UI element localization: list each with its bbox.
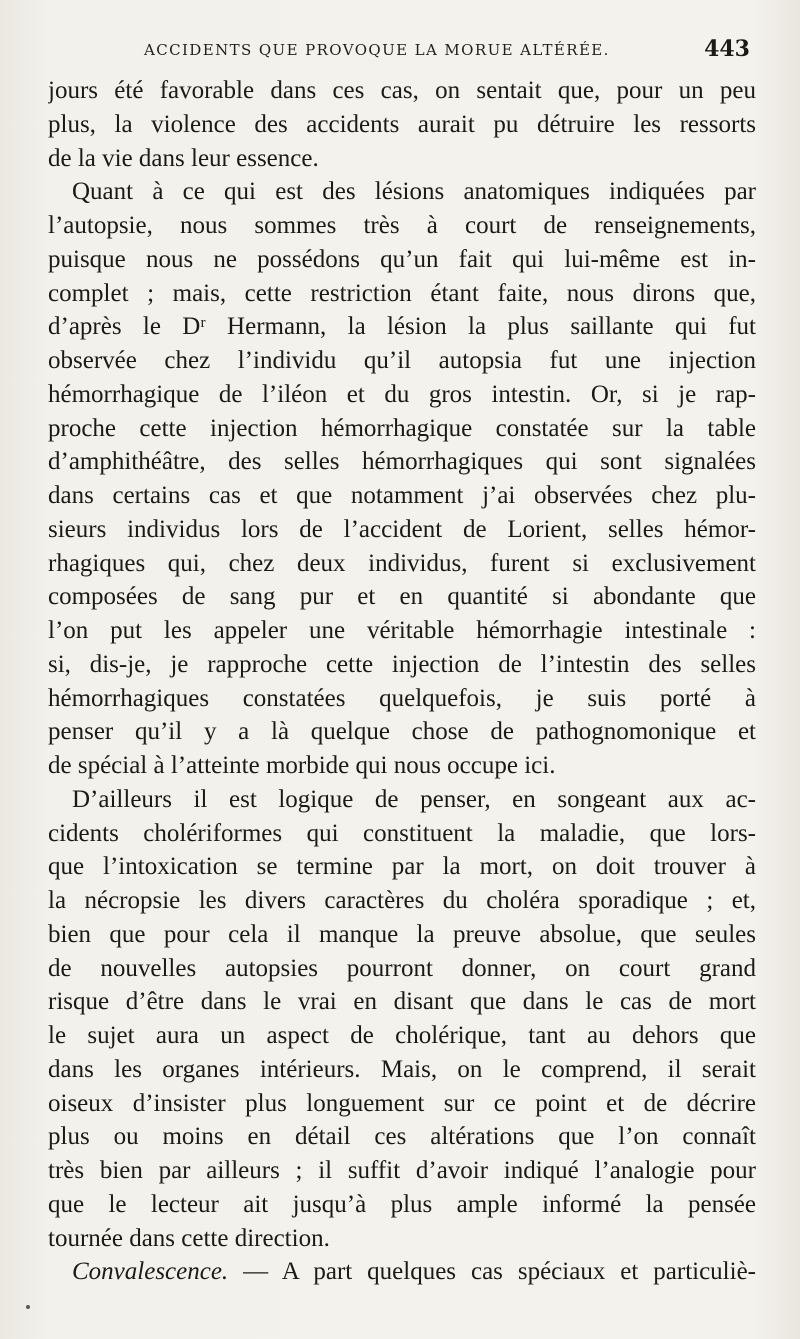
convalescence-text: — A part quelques cas spéciaux et particuliè- [243,1258,756,1286]
text-line: le sujet aura un aspect de cholérique, tant au dehors que [48,1022,756,1049]
body-text [48,74,756,1289]
text-line: tournée dans cette direction. [48,1224,330,1252]
running-header [48,36,752,64]
text-line: hémorrhagiques constatées quelquefois, je suis porté à [48,684,756,712]
text-line: que l’intoxication se termine par la mort, on doit trouver à [48,853,756,881]
text-line: complet ; mais, cette restriction étant faite, nous dirons que, [48,279,756,307]
text-line: dans les organes intérieurs. Mais, on le comprend, il serait [48,1055,756,1083]
text-line: composées de sang pur et en quantité si abondante que [48,583,756,611]
text-line: d’amphithéâtre, des selles hémorrhagiques qui sont signalées [48,448,756,476]
text-line: rhagiques qui, chez deux individus, furent si exclusivement [48,549,756,577]
text-line: cidents cholériformes qui constituent la maladie, que lors- [48,819,756,847]
text-line: d’après le Dʳ Hermann, la lésion la plus saillante qui fut [48,313,756,341]
text-line: l’on put les appeler une véritable hémorrhagie intestinale : [48,617,756,644]
text-line: risque d’être dans le vrai en disant que dans le cas de mort [48,988,756,1016]
text-line: très bien par ailleurs ; il suffit d’avoir indiqué l’analogie pour [48,1157,756,1184]
text-line: proche cette injection hémorrhagique constatée sur la table [48,414,756,442]
text-line: l’autopsie, nous sommes très à court de renseignements, [48,212,756,239]
text-line: la nécropsie les divers caractères du choléra sporadique ; et, [48,887,756,914]
text-line: de la vie dans leur essence. [48,144,319,172]
text-line: bien que pour cela il manque la preuve absolue, que seules [48,920,756,948]
text-line: plus ou moins en détail ces altérations que l’on connaît [48,1123,756,1151]
text-line: de spécial à l’atteinte morbide qui nous occupe ici. [48,752,556,779]
convalescence-heading: Convalescence. [72,1258,229,1286]
text-line: que le lecteur ait jusqu’à plus ample informé la pensée [48,1190,756,1218]
text-line: penser qu’il y a là quelque chose de pathognomonique et [48,718,756,746]
text-line: oiseux d’insister plus longuement sur ce point et de décrire [48,1089,756,1117]
running-title: ACCIDENTS QUE PROVOQUE LA MORUE ALTÉRÉE. [144,41,610,59]
text-line: Quant à ce qui est des lésions anatomiques indiquées par [72,178,756,206]
text-line: jours été favorable dans ces cas, on sentait que, pour un peu [48,77,756,104]
text-line: dans certains cas et que notamment j’ai observées chez plu- [48,482,756,509]
text-line-convalescence [48,1255,756,1289]
text-line: si, dis-je, je rapproche cette injection de l’intestin des selles [48,650,756,678]
text-line: D’ailleurs il est logique de penser, en songeant aux ac- [72,785,756,813]
page-number: 443 [704,36,750,62]
text-line: hémorrhagique de l’iléon et du gros intestin. Or, si je rap- [48,380,756,408]
text-line: puisque nous ne possédons qu’un fait qui lui-même est in- [48,245,756,273]
ink-speck [26,1305,30,1309]
text-line: observée chez l’individu qu’il autopsia fut une injection [48,347,756,374]
text-line: plus, la violence des accidents aurait pu détruire les ressorts [48,110,756,138]
text-line: de nouvelles autopsies pourront donner, on court grand [48,954,756,982]
text-line: sieurs individus lors de l’accident de Lorient, selles hémor- [48,515,756,543]
